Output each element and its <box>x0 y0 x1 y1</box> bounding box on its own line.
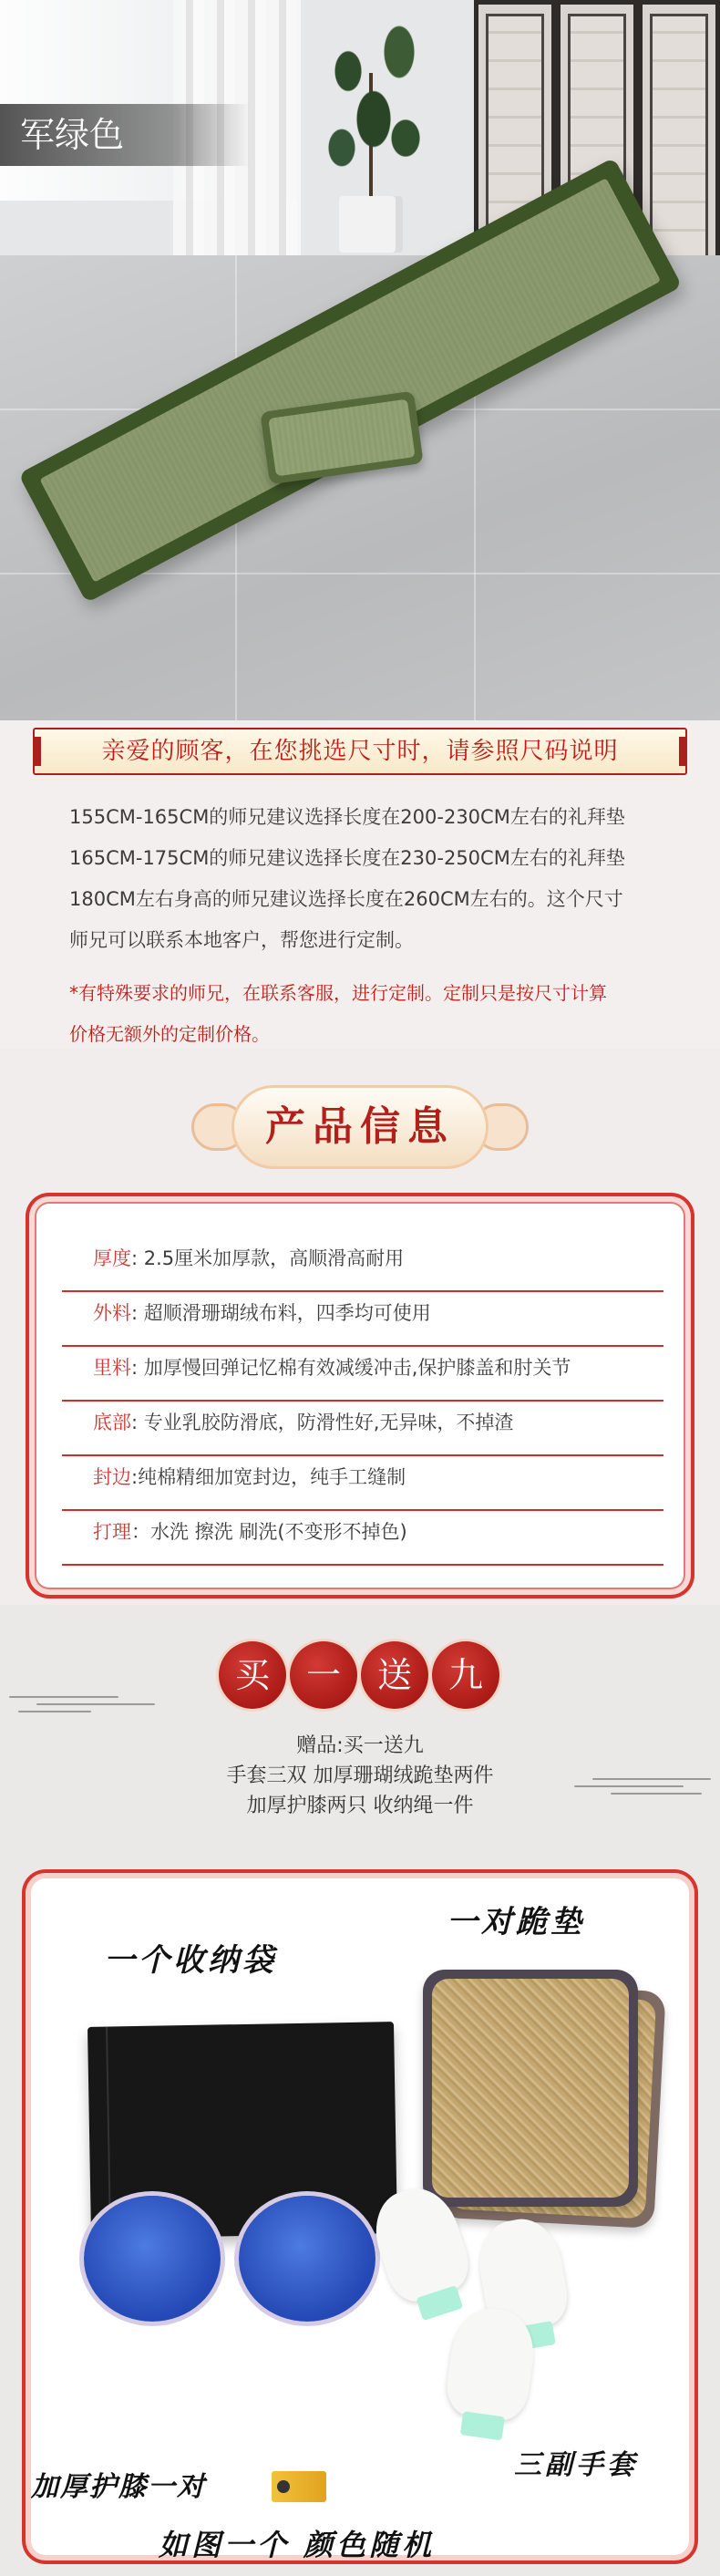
product-info-title <box>191 1085 529 1169</box>
spec-key: 厚度 <box>93 1247 131 1269</box>
spec-row <box>62 1237 663 1292</box>
badge-char: 送 <box>361 1641 428 1709</box>
spec-row <box>62 1292 663 1347</box>
custom-order-line: 价格无额外的定制价格。 <box>69 1023 270 1045</box>
kneeling-pad <box>423 1970 638 2207</box>
buy-one-get-nine-badges <box>219 1641 501 1712</box>
product-photo <box>0 0 720 720</box>
spec-key: 封边 <box>93 1466 131 1488</box>
product-info <box>0 1049 720 1605</box>
size-guide-line: 180CM左右身高的师兄建议选择长度在260CM左右的。这个尺寸 <box>69 888 623 910</box>
color-label: 军绿色 <box>0 104 251 166</box>
size-notice-banner-text: 亲爱的顾客，在您挑选尺寸时，请参照尺码说明 <box>101 738 619 765</box>
badge-char: 买 <box>219 1641 286 1709</box>
gift-section <box>0 1605 720 2576</box>
price-tag-icon <box>272 2471 326 2502</box>
gift-description <box>0 1731 720 1821</box>
spec-row <box>62 1456 663 1511</box>
spec-value: : 加厚慢回弹记忆棉有效减缓冲击,保护膝盖和肘关节 <box>131 1357 571 1379</box>
spec-value: : 超顺滑珊瑚绒布料，四季均可使用 <box>131 1302 431 1324</box>
size-notice <box>0 720 720 1049</box>
gift-photo-frame <box>22 1869 698 2564</box>
spec-row <box>62 1347 663 1402</box>
spec-key: 里料 <box>93 1357 131 1379</box>
spec-key: 底部 <box>93 1412 131 1433</box>
gift-line: 手套三双 加厚珊瑚绒跪垫两件 <box>226 1764 494 1787</box>
caption-note: 如图一个 颜色随机 <box>159 2528 436 2562</box>
spec-row <box>62 1511 663 1566</box>
spec-value: ：水洗 擦洗 刷洗(不变形不掉色) <box>131 1521 407 1543</box>
cloud-ornament-left <box>9 1689 155 1714</box>
caption-storage-bag: 一个收纳袋 <box>104 1942 277 1979</box>
badge-char: 九 <box>432 1641 499 1709</box>
product-info-heading: 产品信息 <box>265 1103 455 1150</box>
spec-value: : 2.5厘米加厚款，高顺滑高耐用 <box>131 1247 405 1269</box>
spec-list <box>62 1237 663 1566</box>
plant-pot <box>339 196 403 253</box>
size-guide-text <box>69 797 689 961</box>
caption-gloves: 三副手套 <box>514 2449 638 2481</box>
spec-value: :纯棉精细加宽封边，纯手工缝制 <box>131 1466 406 1488</box>
caption-knee-pads: 加厚护膝一对 <box>31 2471 206 2503</box>
knee-pad <box>84 2196 221 2322</box>
size-notice-banner <box>33 728 687 775</box>
gift-line: 加厚护膝两只 收纳绳一件 <box>246 1795 474 1817</box>
size-guide-line: 165CM-175CM的师兄建议选择长度在230-250CM左右的礼拜垫 <box>69 847 625 869</box>
size-guide-line: 155CM-165CM的师兄建议选择长度在200-230CM左右的礼拜垫 <box>69 806 625 828</box>
spec-key: 打理 <box>93 1521 131 1543</box>
knee-pad <box>239 2196 375 2322</box>
badge-char: 一 <box>290 1641 357 1709</box>
caption-kneelers: 一对跪垫 <box>447 1904 585 1940</box>
custom-order-note <box>69 973 689 1055</box>
gift-line: 赠品:买一送九 <box>296 1734 424 1757</box>
size-guide-line: 师兄可以联系本地客户，帮您进行定制。 <box>69 929 414 951</box>
spec-key: 外料 <box>93 1302 131 1324</box>
custom-order-line: *有特殊要求的师兄，在联系客服，进行定制。定制只是按尺寸计算 <box>69 982 607 1004</box>
spec-value: : 专业乳胶防滑底，防滑性好,无异味，不掉渣 <box>131 1412 514 1433</box>
spec-row <box>62 1402 663 1456</box>
plant-leaves <box>310 14 437 205</box>
